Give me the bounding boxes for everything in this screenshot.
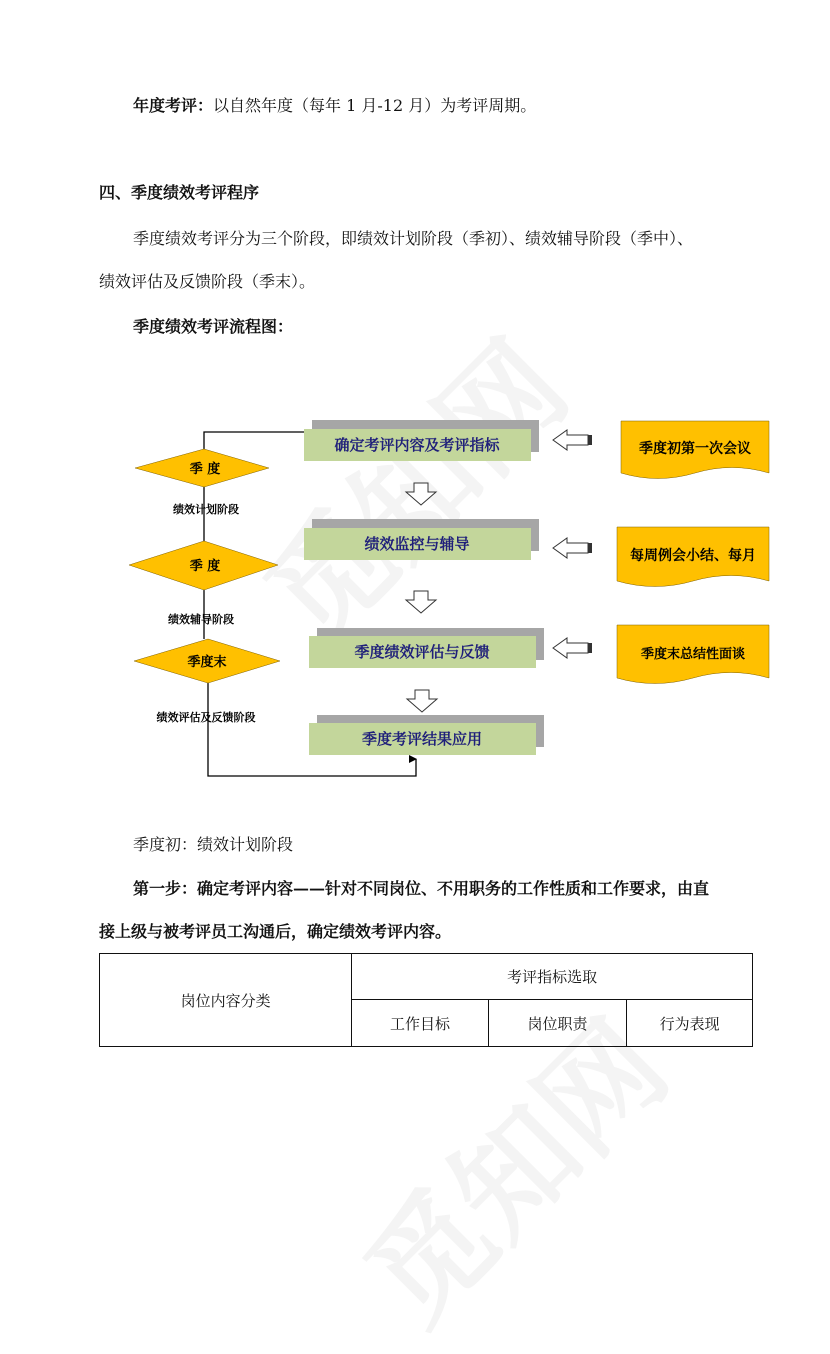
process-box-label: 确定考评内容及考评指标: [334, 436, 500, 454]
process-box-results: [309, 715, 544, 755]
left-arrow-icon: [553, 538, 592, 558]
diamond-quarter-end: [134, 639, 280, 683]
down-arrow-icon: [406, 591, 436, 613]
section-quarter-start: 季度初：绩效计划阶段: [133, 835, 294, 854]
diamond-label: 季 度: [189, 462, 221, 477]
stages-paragraph-line1: 季度绩效考评分为三个阶段，即绩效计划阶段（季初）、绩效辅导阶段（季中）、: [133, 229, 694, 248]
step1-text: 确定考评内容——针对不同岗位、不用职务的工作性质和工作要求，由直: [197, 879, 710, 898]
meeting-note-label: 季度末总结性面谈: [640, 647, 746, 662]
down-arrow-icon: [406, 483, 436, 505]
phase-label: 绩效计划阶段: [173, 503, 239, 516]
process-box-label: 绩效监控与辅导: [364, 535, 470, 553]
process-box-label: 季度考评结果应用: [361, 730, 483, 748]
indicator-table: [99, 953, 753, 1047]
section-heading: 四、季度绩效考评程序: [99, 183, 260, 202]
flowchart-title: 季度绩效考评流程图：: [133, 317, 294, 336]
meeting-note-label: 每周例会小结、每月: [630, 548, 756, 564]
meeting-note-weekly: [617, 527, 769, 587]
step1-paragraph-line1: [133, 879, 709, 899]
diamond-label: 季度末: [187, 655, 227, 670]
left-arrow-icon: [553, 430, 592, 450]
annual-review-label: 年度考评：: [133, 96, 214, 115]
table-header-indicator-selection: 考评指标选取: [352, 954, 753, 1000]
table-header-work-goal: 工作目标: [352, 1000, 489, 1047]
left-arrow-icon: [553, 638, 592, 658]
meeting-note-quarter-start: [621, 421, 769, 479]
diamond-quarter-start: [135, 449, 269, 487]
process-box-evaluation: [309, 628, 544, 668]
stages-paragraph-line2: 绩效评估及反馈阶段（季末）。: [99, 272, 316, 291]
flow-connector: [204, 432, 304, 449]
meeting-note-quarter-end: [617, 625, 769, 684]
process-box-label: 季度绩效评估与反馈: [354, 643, 490, 661]
step1-label: 第一步：: [133, 879, 198, 898]
meeting-note-label: 季度初第一次会议: [639, 441, 751, 457]
table-header-behavior: 行为表现: [627, 1000, 753, 1047]
diamond-quarter-mid: [129, 541, 278, 590]
step1-paragraph-line2: 接上级与被考评员工沟通后，确定绩效考评内容。: [99, 922, 452, 941]
process-box-define-content: [304, 420, 539, 461]
annual-review-text: 以自然年度（每年 1 月-12 月）为考评周期。: [213, 96, 537, 115]
phase-label: 绩效评估及反馈阶段: [156, 711, 256, 724]
diamond-label: 季 度: [189, 559, 221, 574]
table-header-position-category: 岗位内容分类: [100, 954, 352, 1047]
table-header-duties: 岗位职责: [488, 1000, 627, 1047]
down-arrow-icon: [407, 690, 437, 712]
process-box-monitoring: [304, 519, 539, 560]
phase-label: 绩效辅导阶段: [168, 613, 234, 626]
